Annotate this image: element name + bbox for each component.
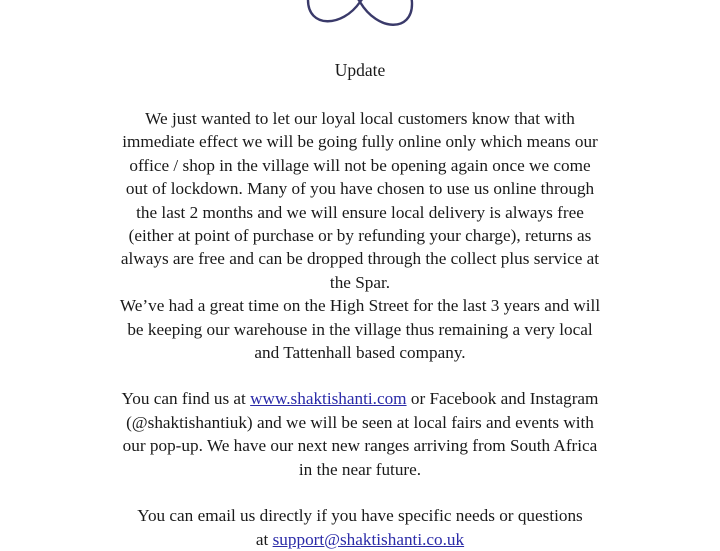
email-us-line-1: You can email us directly if you have specific needs or questions — [137, 506, 583, 526]
find-us-prefix: You can find us at — [121, 389, 251, 409]
paragraph-find-us — [68, 387, 652, 481]
find-us-suffix: or Facebook and Instagram — [406, 389, 599, 409]
paragraph-line: office / shop in the village will not be opening again once we come — [129, 155, 591, 175]
infinity-loop-logo-icon — [290, 0, 430, 42]
paragraph-high-street — [68, 294, 652, 364]
find-us-line-1 — [68, 387, 652, 410]
paragraph-email-us — [68, 504, 652, 551]
paragraph-line: We’ve had a great time on the High Street for the last 3 years and will — [119, 296, 601, 316]
page-title: Update — [334, 60, 386, 80]
logo-container — [68, 0, 652, 42]
paragraph-line: We just wanted to let our loyal local customers know that with — [145, 109, 575, 128]
paragraph-line: (either at point of purchase or by refunding your charge), returns as — [128, 226, 592, 246]
find-us-line-4: in the near future. — [298, 459, 422, 479]
paragraph-line: and Tattenhall based company. — [254, 343, 466, 363]
paragraph-line: the last 2 months and we will ensure local delivery is always free — [136, 202, 584, 222]
website-link[interactable]: www.shaktishanti.com — [250, 389, 407, 409]
paragraph-line: immediate effect we will be going fully online only which means our — [122, 132, 598, 152]
support-email-link[interactable]: support@shaktishanti.co.uk — [272, 529, 465, 549]
find-us-line-2: (@shaktishantiuk) and we will be seen at local fairs and events with — [126, 412, 594, 432]
email-us-line-2 — [68, 528, 652, 551]
paragraph-line: the Spar. — [329, 272, 391, 292]
paragraph-line: out of lockdown. Many of you have chosen to use us online through — [125, 179, 595, 199]
paragraph-line: always are free and can be dropped through the collect plus service at — [120, 249, 600, 269]
paragraph-line: be keeping our warehouse in the village thus remaining a very local — [127, 319, 593, 339]
email-us-prefix: at — [255, 529, 273, 549]
paragraph-online-only — [68, 107, 652, 294]
find-us-line-3: our pop-up. We have our next new ranges arriving from South Africa — [122, 436, 598, 456]
